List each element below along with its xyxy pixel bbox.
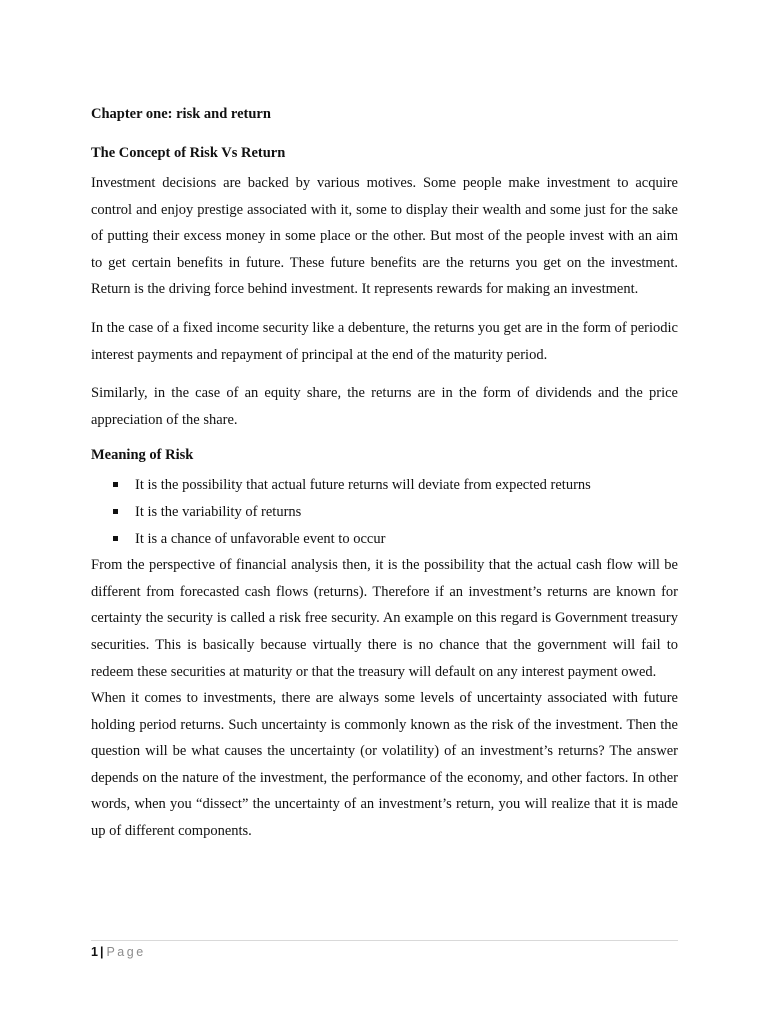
document-page [91,104,678,845]
bullet-list [91,472,678,552]
list-item-text: It is the possibility that actual future returns will deviate from expected returns [135,477,591,494]
section-heading-concept: The Concept of Risk Vs Return [91,145,286,161]
paragraph: When it comes to investments, there are always some levels of uncertainty associated with future holding period returns. Such uncertainty is commonly known as the risk of the investment. Then the question will be what causes the uncertainty (or volatility) of an investment’s returns? The answer depends on the nature of the investment, the performance of the economy, and other factors. In other words, when you “dissect” the uncertainty of an investment’s return, you will realize that it is made up of different components. [91,690,678,840]
square-bullet-icon [113,482,118,487]
paragraph: In the case of a fixed income security like a debenture, the returns you get are in the form of periodic interest payments and repayment of principal at the end of the maturity period. [91,319,678,363]
list-item [113,472,678,499]
paragraph: Investment decisions are backed by various motives. Some people make investment to acquire control and enjoy prestige associated with it, some to display their wealth and some just for the sake of putting their excess money in some place or the other. But most of the people invest with an aim to get certain benefits in future. These future benefits are the returns you get on the investment. Return is the driving force behind investment. It represents rewards for making an investment. [91,175,678,298]
list-item [113,526,678,553]
page-footer [91,943,146,961]
footer-separator: | [99,945,104,959]
section-heading-meaning-of-risk: Meaning of Risk [91,447,194,464]
paragraph: Similarly, in the case of an equity share, the returns are in the form of dividends and the price appreciation of the share. [91,385,678,428]
square-bullet-icon [113,509,118,514]
footer-divider [91,940,678,941]
paragraph: From the perspective of financial analysis then, it is the possibility that the actual cash flow will be different from forecasted cash flows (returns). Therefore if an investment’s returns are known for certainty the security is called a risk free security. An example on this regard is Government treasury securities. This is basically because virtually there is no chance that the government will fail to redeem these securities at maturity or that the treasury will default on any interest payment owed. [91,557,678,680]
list-item [113,499,678,526]
page-label: Page [106,945,146,959]
square-bullet-icon [113,536,118,541]
list-item-text: It is a chance of unfavorable event to occur [135,530,386,547]
chapter-title: Chapter one: risk and return [91,106,271,122]
list-item-text: It is the variability of returns [135,503,302,520]
page-number: 1 [91,945,98,959]
